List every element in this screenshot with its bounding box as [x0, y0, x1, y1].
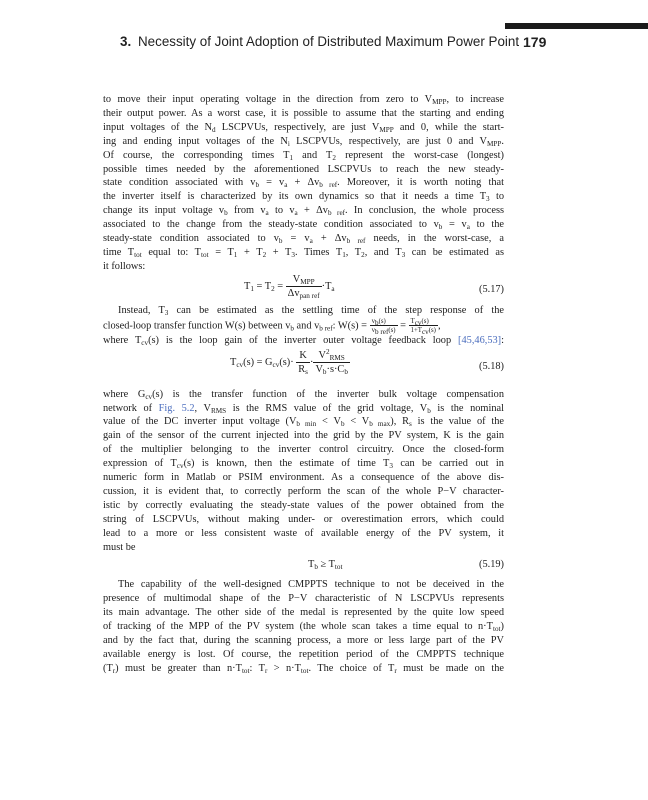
text-run: time T [103, 246, 135, 258]
text-line: closed-loop transfer function W(s) between $v_b$ and $v_{b ref}$: W(s) = $\frac{vb(s)}{\text{vb ref(s)}}$ = $\frac{\text{Tcv(s)}}{\text{1+Tcv(s)}}$ , [103, 317, 441, 336]
equation-number: (5.18) [479, 360, 504, 372]
text-run: needs, in the worst-case, a [365, 233, 505, 245]
text-run: , and T [364, 246, 402, 258]
text-run: is the value of the [411, 416, 505, 428]
text-run: ), R [390, 416, 409, 428]
subscript: b [255, 181, 260, 190]
text-run: where G [103, 388, 146, 400]
text-run: associated to the change from the steady-state condition associated to v [103, 219, 439, 231]
text-line [103, 304, 504, 318]
subscript: d [212, 125, 216, 134]
running-header [0, 34, 648, 54]
text-run: can be carried out in [392, 458, 504, 470]
chapter-title: Necessity of Joint Adoption of Distributed Maximum Power Point [138, 34, 520, 49]
text-run: must be made on the [396, 662, 504, 674]
subscript: r [394, 666, 397, 675]
subscript: tot [201, 250, 209, 259]
paragraph-1 [103, 93, 504, 274]
subscript: r [264, 666, 268, 675]
equation-5-18: $T_{cv}(s) = G_{cv}(s)\cdot$ $\frac{K}{R_s}$ · $\frac{V^2_{RMS}}{V_b\cdot s\cdot C_b}$ (5.18) [230, 347, 504, 376]
subscript: 3 [164, 308, 169, 317]
text-run: gain of the sensor of the current injected into the grid by the PV system, K is the gain [103, 430, 504, 442]
text-line [103, 499, 504, 513]
text-run: lead to a more or less consistent waste of available energy of the PV system, it [103, 527, 504, 539]
text-run: < V [344, 416, 370, 428]
text-run: to v [268, 205, 295, 217]
subscript: 1 [342, 250, 346, 259]
text-line [103, 429, 504, 443]
subscript: 3 [389, 462, 393, 471]
text-run: . [501, 135, 504, 147]
text-line [103, 260, 504, 274]
text-run: closed-loop transfer function W(s) between v [103, 320, 291, 332]
subscript: 1 [289, 153, 294, 162]
text-line [103, 163, 504, 177]
text-line [103, 592, 504, 606]
subscript: b ref [327, 209, 346, 218]
text-line [103, 606, 504, 620]
text-run: can be estimated as the settling time of the step response of the [168, 304, 504, 316]
text-run: is the RMS value of the grid voltage, V [226, 402, 428, 414]
subscript: 1 [233, 250, 238, 259]
text-run: to move their input operating voltage in the direction from zero to V [103, 94, 433, 105]
subscript: RMS [210, 406, 227, 415]
text-line [103, 218, 504, 232]
text-line [103, 634, 504, 648]
subscript: r [112, 666, 116, 675]
text-run: Instead, T [118, 304, 165, 316]
equation-number: (5.17) [479, 283, 504, 295]
text-run: represent the worst-case (longest) [335, 149, 504, 161]
text-run: < V [316, 416, 341, 428]
citation-link[interactable]: [45,46,53] [458, 334, 502, 346]
paragraph-2 [103, 304, 504, 348]
subscript: 2 [361, 250, 365, 259]
text-line [103, 402, 504, 416]
text-run: (s) is the transfer function of the inverter bulk voltage compensation [152, 388, 504, 400]
text-run: = v [442, 219, 467, 231]
text-line [103, 93, 504, 107]
text-line [103, 578, 504, 592]
text-line [103, 190, 504, 204]
text-run: , V [194, 402, 211, 414]
paragraph-4 [103, 578, 504, 675]
text-line [103, 388, 504, 402]
text-run: and v [293, 320, 320, 332]
subscript: b [427, 406, 431, 415]
text-run: (s) is the loop gain of the inverter outer voltage feedback loop [148, 334, 459, 346]
subscript: b max [369, 420, 391, 429]
subscript: b [224, 209, 228, 218]
text-run: it follows: [103, 260, 146, 272]
text-line [103, 149, 504, 163]
text-line [103, 204, 504, 218]
text-run: LSCPVUs, respectively, are just V [215, 121, 380, 133]
text-run: value of the DC inverter input voltage (V [103, 416, 297, 428]
equation-number: (5.19) [479, 559, 504, 571]
subscript: cv [176, 462, 184, 471]
subscript: a [284, 181, 288, 190]
text-run: available energy is lost. Of course, the repetition period of the CMPPTS technique [103, 649, 504, 660]
subscript: tot [492, 625, 501, 634]
text-run: expression of T [103, 458, 177, 470]
text-run: = v [259, 177, 285, 189]
text-run: equal to: T [141, 246, 201, 258]
fraction: $\frac{vb(s)}{\text{vb ref(s)}}$ [371, 317, 396, 336]
text-run: where T [103, 334, 142, 346]
fraction: $\frac{V^2_{RMS}}{V_b\cdot s\cdot C_b}$ [315, 347, 348, 376]
body-text [103, 93, 504, 676]
text-run: can be estimated as [405, 246, 504, 258]
text-run: , T [345, 246, 362, 258]
subscript: b [340, 420, 345, 429]
text-run: + Δv [287, 177, 320, 189]
text-line [103, 176, 504, 190]
text-run: of the multiplier belonging to the inverter control circuitry. Once the closed-form [103, 444, 504, 456]
text-run: and T [293, 149, 333, 161]
text-run: + T [266, 246, 292, 258]
subscript: cv [141, 338, 149, 347]
text-run: . Times T [294, 246, 343, 258]
text-line [103, 620, 504, 634]
text-line [103, 541, 504, 555]
text-run: ) must be greater than n·T [115, 662, 242, 674]
subscript: a [466, 223, 470, 232]
text-run: presence of multimodal shape of the P−V characteristic of N LSCPVUs represents [103, 593, 504, 605]
text-line [103, 662, 504, 676]
text-line [103, 232, 504, 246]
text-run: from v [227, 205, 266, 217]
text-line: where $T_{cv}(s)$ is the loop gain of the inverter outer voltage feedback loop [45,46,53]: [103, 334, 504, 347]
text-run: = v [282, 233, 310, 245]
text-run: = T [208, 246, 234, 258]
subscript: MPP [379, 125, 394, 134]
subscript: a [294, 209, 298, 218]
text-run: steady-state condition associated to v [103, 233, 279, 245]
text-run: and by the fact that, during the scanning process, a more or less large part of the PV [103, 635, 504, 647]
subscript: cv [145, 392, 153, 401]
text-run: is the nominal [430, 402, 504, 414]
subscript: b ref [346, 237, 366, 246]
text-run: change its input voltage v [103, 205, 225, 217]
text-run: + Δv [297, 205, 328, 217]
page-number: 179 [523, 34, 547, 50]
text-line [103, 513, 504, 527]
subscript: 3 [291, 250, 295, 259]
text-run: cussion, it is evident that, to correctly perform the scan of the whole P−V character- [103, 485, 504, 497]
text-line [103, 485, 504, 499]
fraction: $\frac{V_{MPP}}{\Delta v_{pan ref}}$ [287, 273, 320, 300]
text-run: . Moreover, it is worth noting that [337, 177, 504, 189]
text-run: ) [500, 621, 504, 633]
text-run: numeric form in Matlab or PSIM environment. As a consequence of the above dis- [103, 472, 504, 484]
text-run: , to increase [446, 94, 504, 105]
text-run: The capability of the well-designed CMPPTS technique to not be deceived in the [118, 579, 504, 591]
text-run: + Δv [312, 233, 347, 245]
equation-5-17: $T_1 = T_2$ = $\frac{V_{MPP}}{\Delta v_{pan ref}}$ $\cdot T_a$ (5.17) [244, 273, 504, 300]
subscript: b ref [319, 181, 338, 190]
text-run: to the [469, 219, 504, 231]
text-line [103, 443, 504, 457]
subscript: b [290, 324, 294, 333]
header-rule [505, 23, 648, 29]
subscript: a [309, 237, 313, 246]
subscript: tot [241, 666, 250, 675]
text-run: (s) is known, then the estimate of time T [183, 458, 390, 470]
subscript: b [438, 223, 443, 232]
subscript: 2 [262, 250, 267, 259]
subscript: s [409, 420, 412, 429]
text-line [103, 471, 504, 485]
text-run: input voltages of the N [103, 121, 213, 133]
subscript: tot [300, 666, 309, 675]
text-run: . In conclusion, the whole process [345, 205, 505, 217]
text-line [103, 121, 504, 135]
subscript: 2 [332, 153, 336, 162]
subscript: b ref [319, 324, 333, 333]
figure-link[interactable]: Fig. 5.2 [158, 402, 195, 414]
text-run: Of course, the corresponding times T [103, 149, 290, 161]
subscript: tot [134, 250, 142, 259]
text-run: state condition associated with v [103, 177, 256, 189]
text-run: . The choice of T [308, 662, 395, 674]
fraction: $\frac{K}{R_s}$ [298, 349, 308, 376]
subscript: i [287, 139, 290, 148]
text-run: and 0, while the start- [393, 121, 504, 133]
text-run: > n·T [267, 662, 301, 674]
text-run: : W(s) = [332, 320, 370, 332]
subscript: 3 [401, 250, 406, 259]
subscript: MPP [432, 98, 447, 106]
text-line [103, 246, 504, 260]
text-line [103, 135, 504, 149]
text-run: network of [103, 402, 159, 414]
text-line [103, 415, 504, 429]
text-run: (T [103, 662, 113, 674]
text-line [103, 107, 504, 121]
text-run: to [489, 191, 504, 203]
subscript: b [278, 237, 283, 246]
text-run: : T [249, 662, 265, 674]
subscript: 3 [486, 195, 490, 204]
text-run: the inverter itself is characterized by its own dynamics so that it needs a time T [103, 191, 487, 203]
chapter-number: 3. [120, 34, 132, 49]
subscript: a [265, 209, 269, 218]
text-line [103, 527, 504, 541]
text-run: ing and ending input voltages of the N [103, 135, 288, 147]
text-run: must be [103, 541, 136, 553]
fraction: $\frac{\text{Tcv(s)}}{\text{1+Tcv(s)}}$ [410, 317, 436, 336]
text-run: possible times needed by the aforementioned LSCPVUs to reach the new steady- [103, 163, 504, 175]
subscript: b min [296, 420, 317, 429]
text-line [103, 457, 504, 471]
text-run: istic by correctly evaluating the steady-state values of the power obtained from the [103, 499, 504, 511]
text-line [103, 648, 504, 662]
equation-5-19: $T_b \ge T_{tot}$ (5.19) [308, 559, 504, 572]
text-run: their output power. As a worst case, it is possible to assume that the starting and ending [103, 107, 504, 119]
text-run: LSCPVUs, respectively, are just 0 and V [289, 135, 488, 147]
text-run: of tracking of the MPP of the PV system (the whole scan takes a time equal to n·T [103, 621, 493, 633]
paragraph-3 [103, 388, 504, 555]
text-run: its main advantage. The other side of the medal is represented by the quite low speed [103, 607, 504, 619]
subscript: MPP [487, 139, 502, 148]
text-run: string of LSCPVUs, without making under- or overestimation errors, which could [103, 513, 504, 525]
text-run: + T [237, 246, 263, 258]
